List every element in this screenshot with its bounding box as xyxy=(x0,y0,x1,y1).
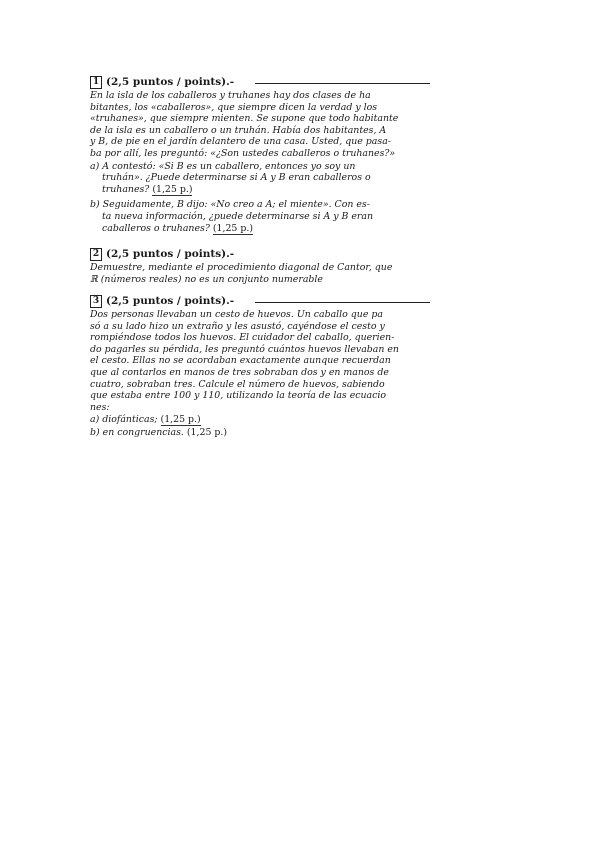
item-tag: b) xyxy=(90,426,100,438)
item-score: (1,25 p.) xyxy=(152,183,193,195)
item-line: caballeros o truhanes? xyxy=(102,222,210,234)
statement-line: En la isla de los caballeros y truhanes hay dos clases de ha xyxy=(90,90,371,101)
statement-line: rompiéndose todos los huevos. El cuidador del caballo, querien- xyxy=(90,332,395,344)
item-score: (1,25 p.) xyxy=(186,426,228,438)
statement-line: ℝ (números reales) no es un conjunto numerable xyxy=(90,273,323,285)
statement-line: ba por allí, les preguntó: «¿Son ustedes caballeros o truhanes?» xyxy=(90,147,396,159)
problem-points: (2,5 puntos / points).- xyxy=(106,76,235,88)
statement-line: nes: xyxy=(90,401,110,413)
problem-number-box: 2 xyxy=(90,248,102,261)
problem-2 xyxy=(90,246,430,285)
item-line: A contestó: «Si B es un caballero, entonces yo soy un xyxy=(102,160,356,172)
problem-number-box: 3 xyxy=(90,295,102,308)
problem-statement xyxy=(90,309,430,413)
item-line: truhán». ¿Puede determinarse si A y B eran caballeros o xyxy=(102,172,371,184)
item-line: Seguidamente, B dijo: «No creo a A; el miente». Con es- xyxy=(102,199,370,211)
question-a xyxy=(90,161,430,196)
question-b xyxy=(90,199,430,234)
header-rule xyxy=(255,302,430,303)
problem-statement xyxy=(90,262,430,285)
problem-number-box: 1 xyxy=(90,76,102,89)
item-line: diofánticas; xyxy=(102,414,158,426)
problem-1 xyxy=(90,74,430,234)
item-tag: a) xyxy=(90,414,100,426)
problem-statement xyxy=(90,90,430,160)
statement-line: que estaba entre 100 y 110, utilizando la teoría de las ecuacio xyxy=(90,390,387,402)
statement-line: «truhanes», que siempre mienten. Se supone que todo habitante xyxy=(90,113,399,125)
statement-line: Dos personas llevaban un cesto de huevos. Un caballo que pa xyxy=(90,309,383,320)
item-line: en congruencias. xyxy=(102,426,184,438)
problem-points: (2,5 puntos / points).- xyxy=(106,248,235,260)
problem-header xyxy=(90,293,430,309)
statement-line: de la isla es un caballero o un truhán. Había dos habitantes, A xyxy=(90,124,387,136)
statement-line: bitantes, los «caballeros», que siempre dicen la verdad y los xyxy=(90,101,378,113)
problem-header xyxy=(90,74,430,90)
item-line: truhanes? xyxy=(102,183,150,195)
statement-line: Demuestre, mediante el procedimiento diagonal de Cantor, que xyxy=(90,262,393,273)
item-score: (1,25 p.) xyxy=(160,414,201,426)
statement-line: do pagarles su pérdida, les preguntó cuántos huevos llevaban en xyxy=(90,343,399,355)
problem-points: (2,5 puntos / points).- xyxy=(106,295,235,307)
item-tag: a) xyxy=(90,160,100,172)
item-score: (1,25 p.) xyxy=(212,222,253,234)
statement-line: só a su lado hizo un extraño y les asustó, cayéndose el cesto y xyxy=(90,320,385,332)
statement-line: el cesto. Ellas no se acordaban exactamente aunque recuerdan xyxy=(90,355,391,367)
item-tag: b) xyxy=(90,199,100,211)
statement-line: cuatro, sobraban tres. Calcule el número de huevos, sabiendo xyxy=(90,378,385,390)
statement-line: y B, de pie en el jardín delantero de una casa. Usted, que pasa- xyxy=(90,136,391,148)
question-a xyxy=(90,414,430,426)
header-rule xyxy=(255,83,430,84)
statement-line: que al contarlos en manos de tres sobraban dos y en manos de xyxy=(90,366,389,378)
problem-3 xyxy=(90,293,430,439)
problem-header xyxy=(90,246,430,262)
question-b xyxy=(90,427,430,439)
item-line: ta nueva información, ¿puede determinarse si A y B eran xyxy=(102,210,373,222)
